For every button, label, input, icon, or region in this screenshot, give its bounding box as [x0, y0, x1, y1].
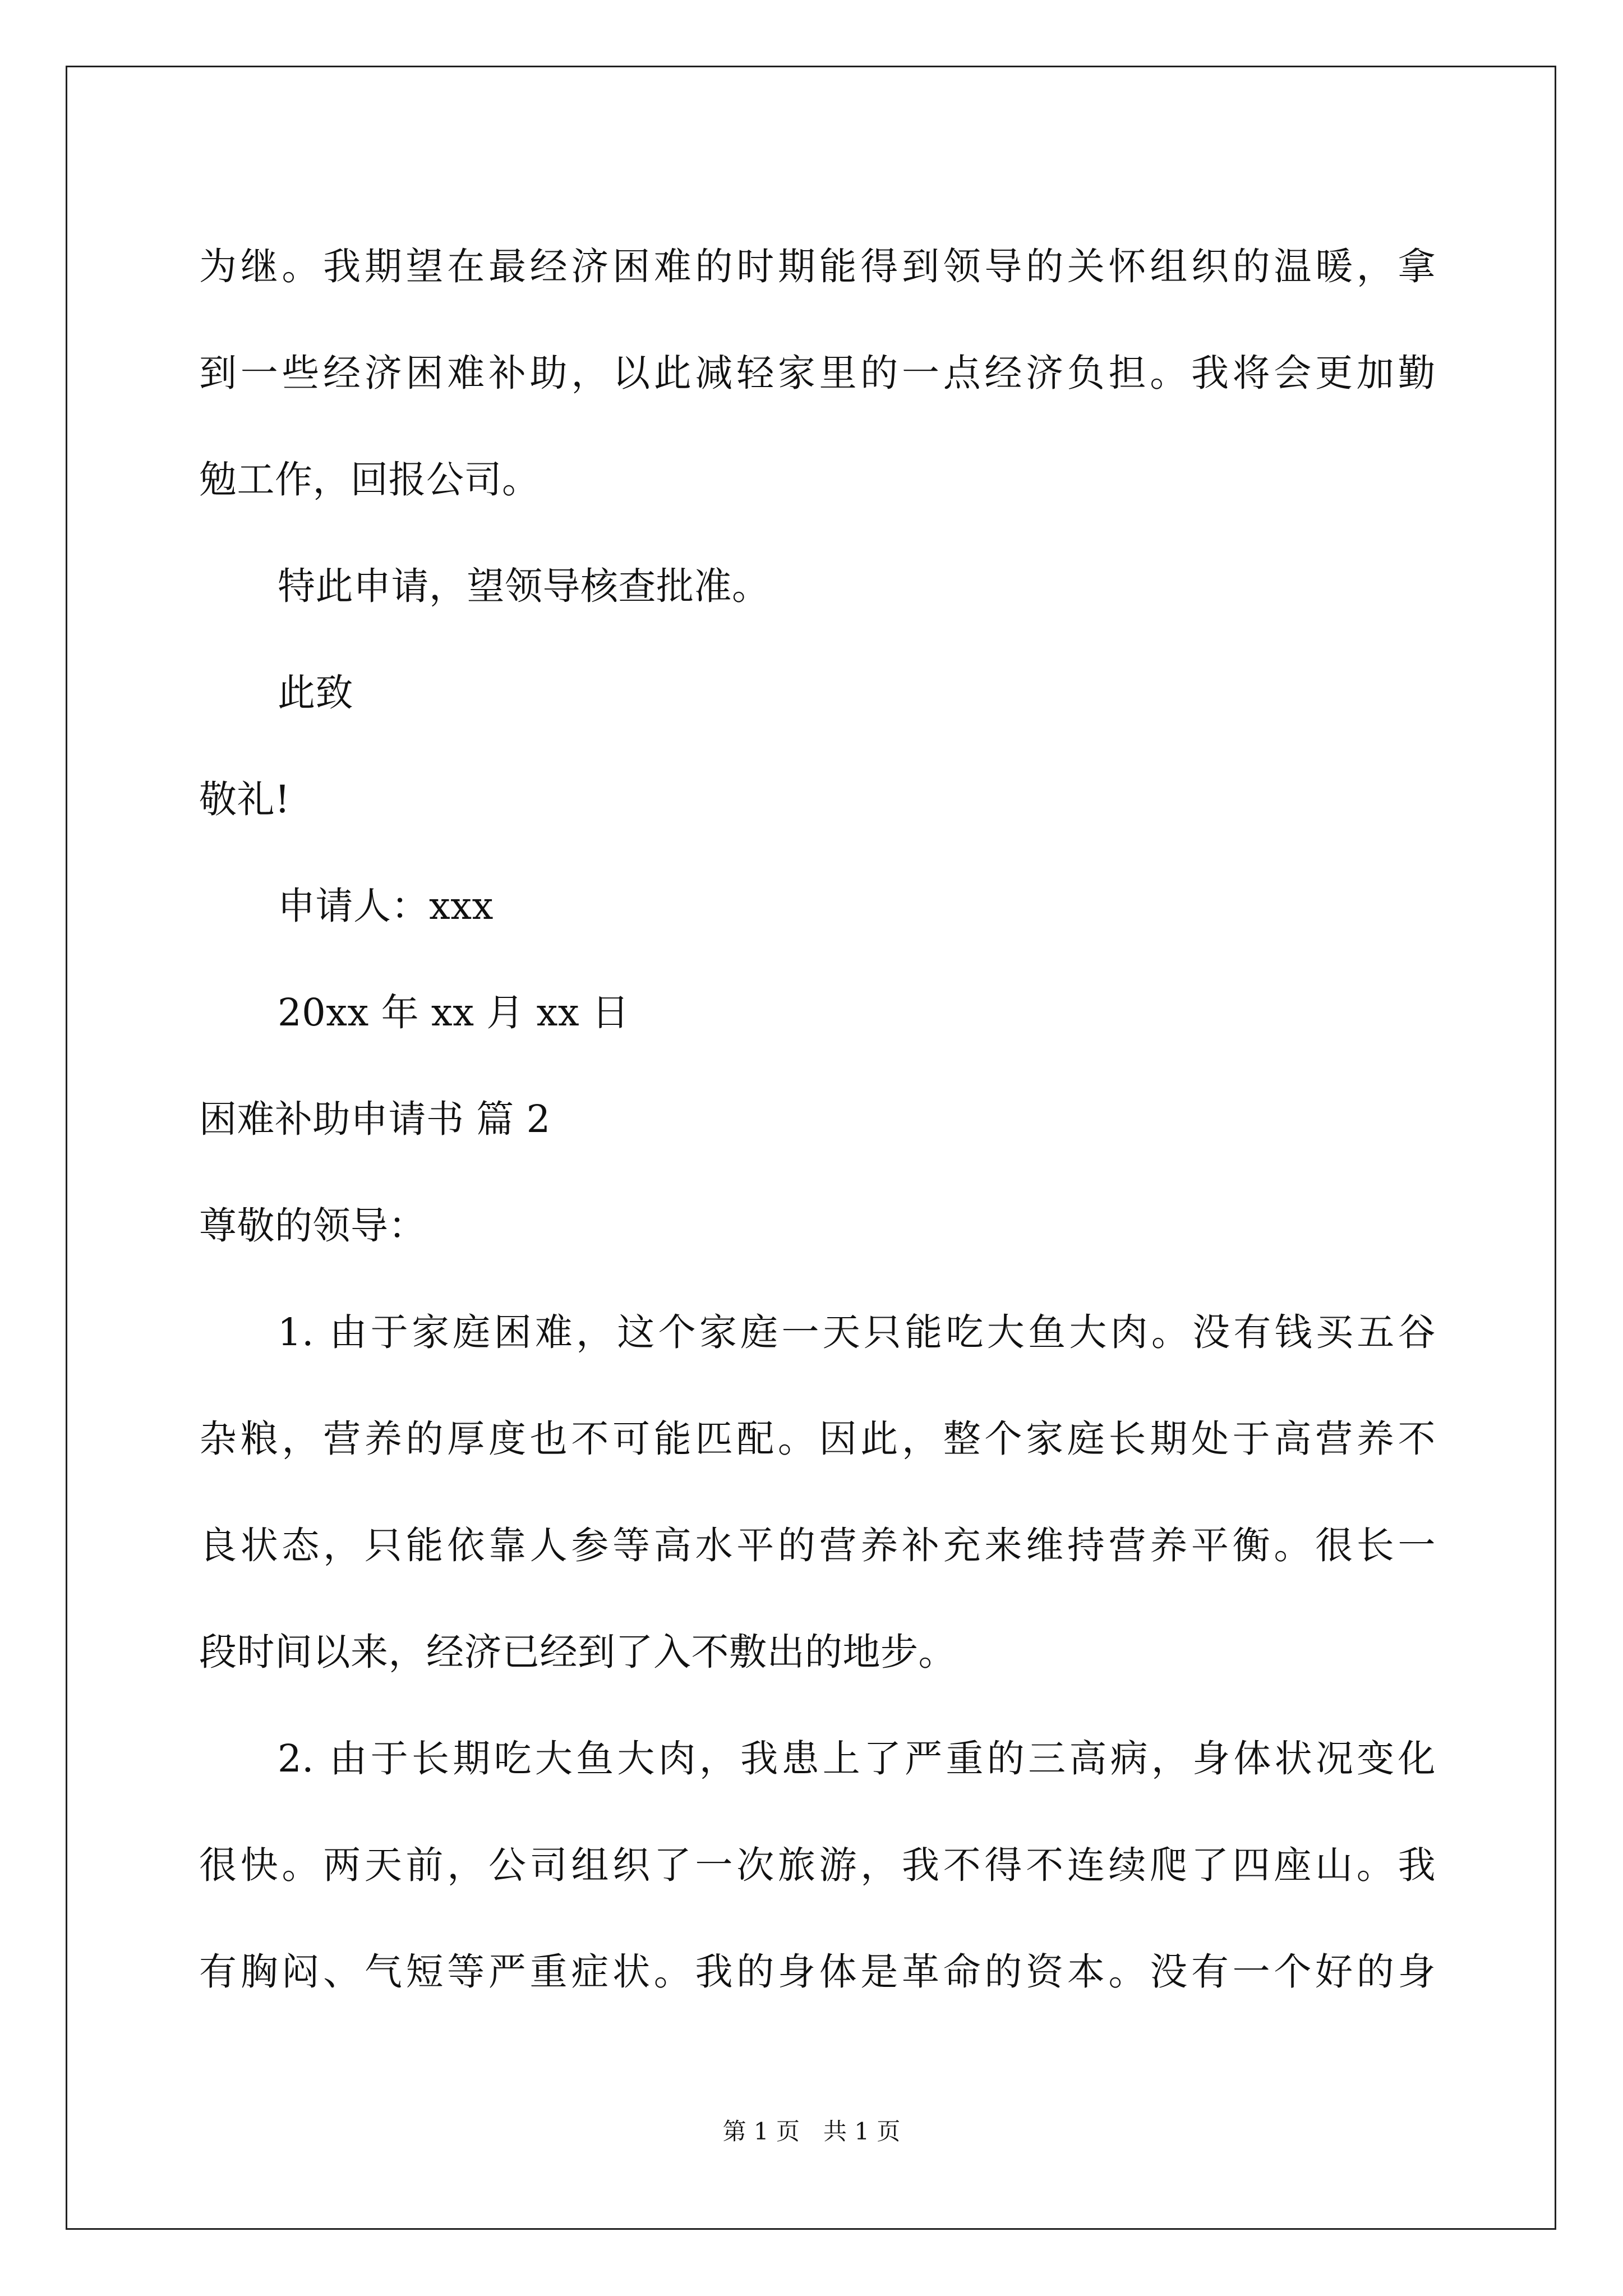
greeting: 尊敬的领导：: [199, 1204, 426, 1248]
section-heading: 困难补助申请书 篇 2: [199, 1097, 551, 1141]
paragraph-line: 2. 由于长期吃大鱼大肉，我患上了严重的三高病，身体状况变化: [278, 1737, 1436, 1780]
paragraph-line: 杂粮，营养的厚度也不可能匹配。因此，整个家庭长期处于高营养不: [199, 1417, 1436, 1461]
paragraph-line: 1. 由于家庭困难，这个家庭一天只能吃大鱼大肉。没有钱买五谷: [278, 1310, 1436, 1354]
application-date: 20xx 年 xx 月 xx 日: [278, 991, 630, 1034]
paragraph-line: 特此申请，望领导核查批准。: [278, 564, 770, 608]
paragraph-line: 勉工作，回报公司。: [199, 458, 540, 501]
paragraph-line: 为继。我期望在最经济困难的时期能得到领导的关怀组织的温暖，拿: [199, 245, 1436, 288]
paragraph-line: 很快。两天前，公司组织了一次旅游，我不得不连续爬了四座山。我: [199, 1843, 1436, 1887]
page-number-footer: 第 1 页 共 1 页: [722, 2118, 901, 2145]
paragraph-line: 有胸闷、气短等严重症状。我的身体是革命的资本。没有一个好的身: [199, 1950, 1436, 1994]
paragraph-line: 段时间以来，经济已经到了入不敷出的地步。: [199, 1630, 956, 1674]
closing-salutation: 此致: [278, 671, 353, 715]
paragraph-line: 良状态，只能依靠人参等高水平的营养补充来维持营养平衡。很长一: [199, 1524, 1436, 1567]
applicant-signature: 申请人：xxx: [278, 884, 494, 928]
document-body: [199, 213, 1436, 2025]
closing-regards: 敬礼!: [199, 777, 291, 821]
paragraph-line: 到一些经济困难补助，以此减轻家里的一点经济负担。我将会更加勤: [199, 351, 1436, 395]
